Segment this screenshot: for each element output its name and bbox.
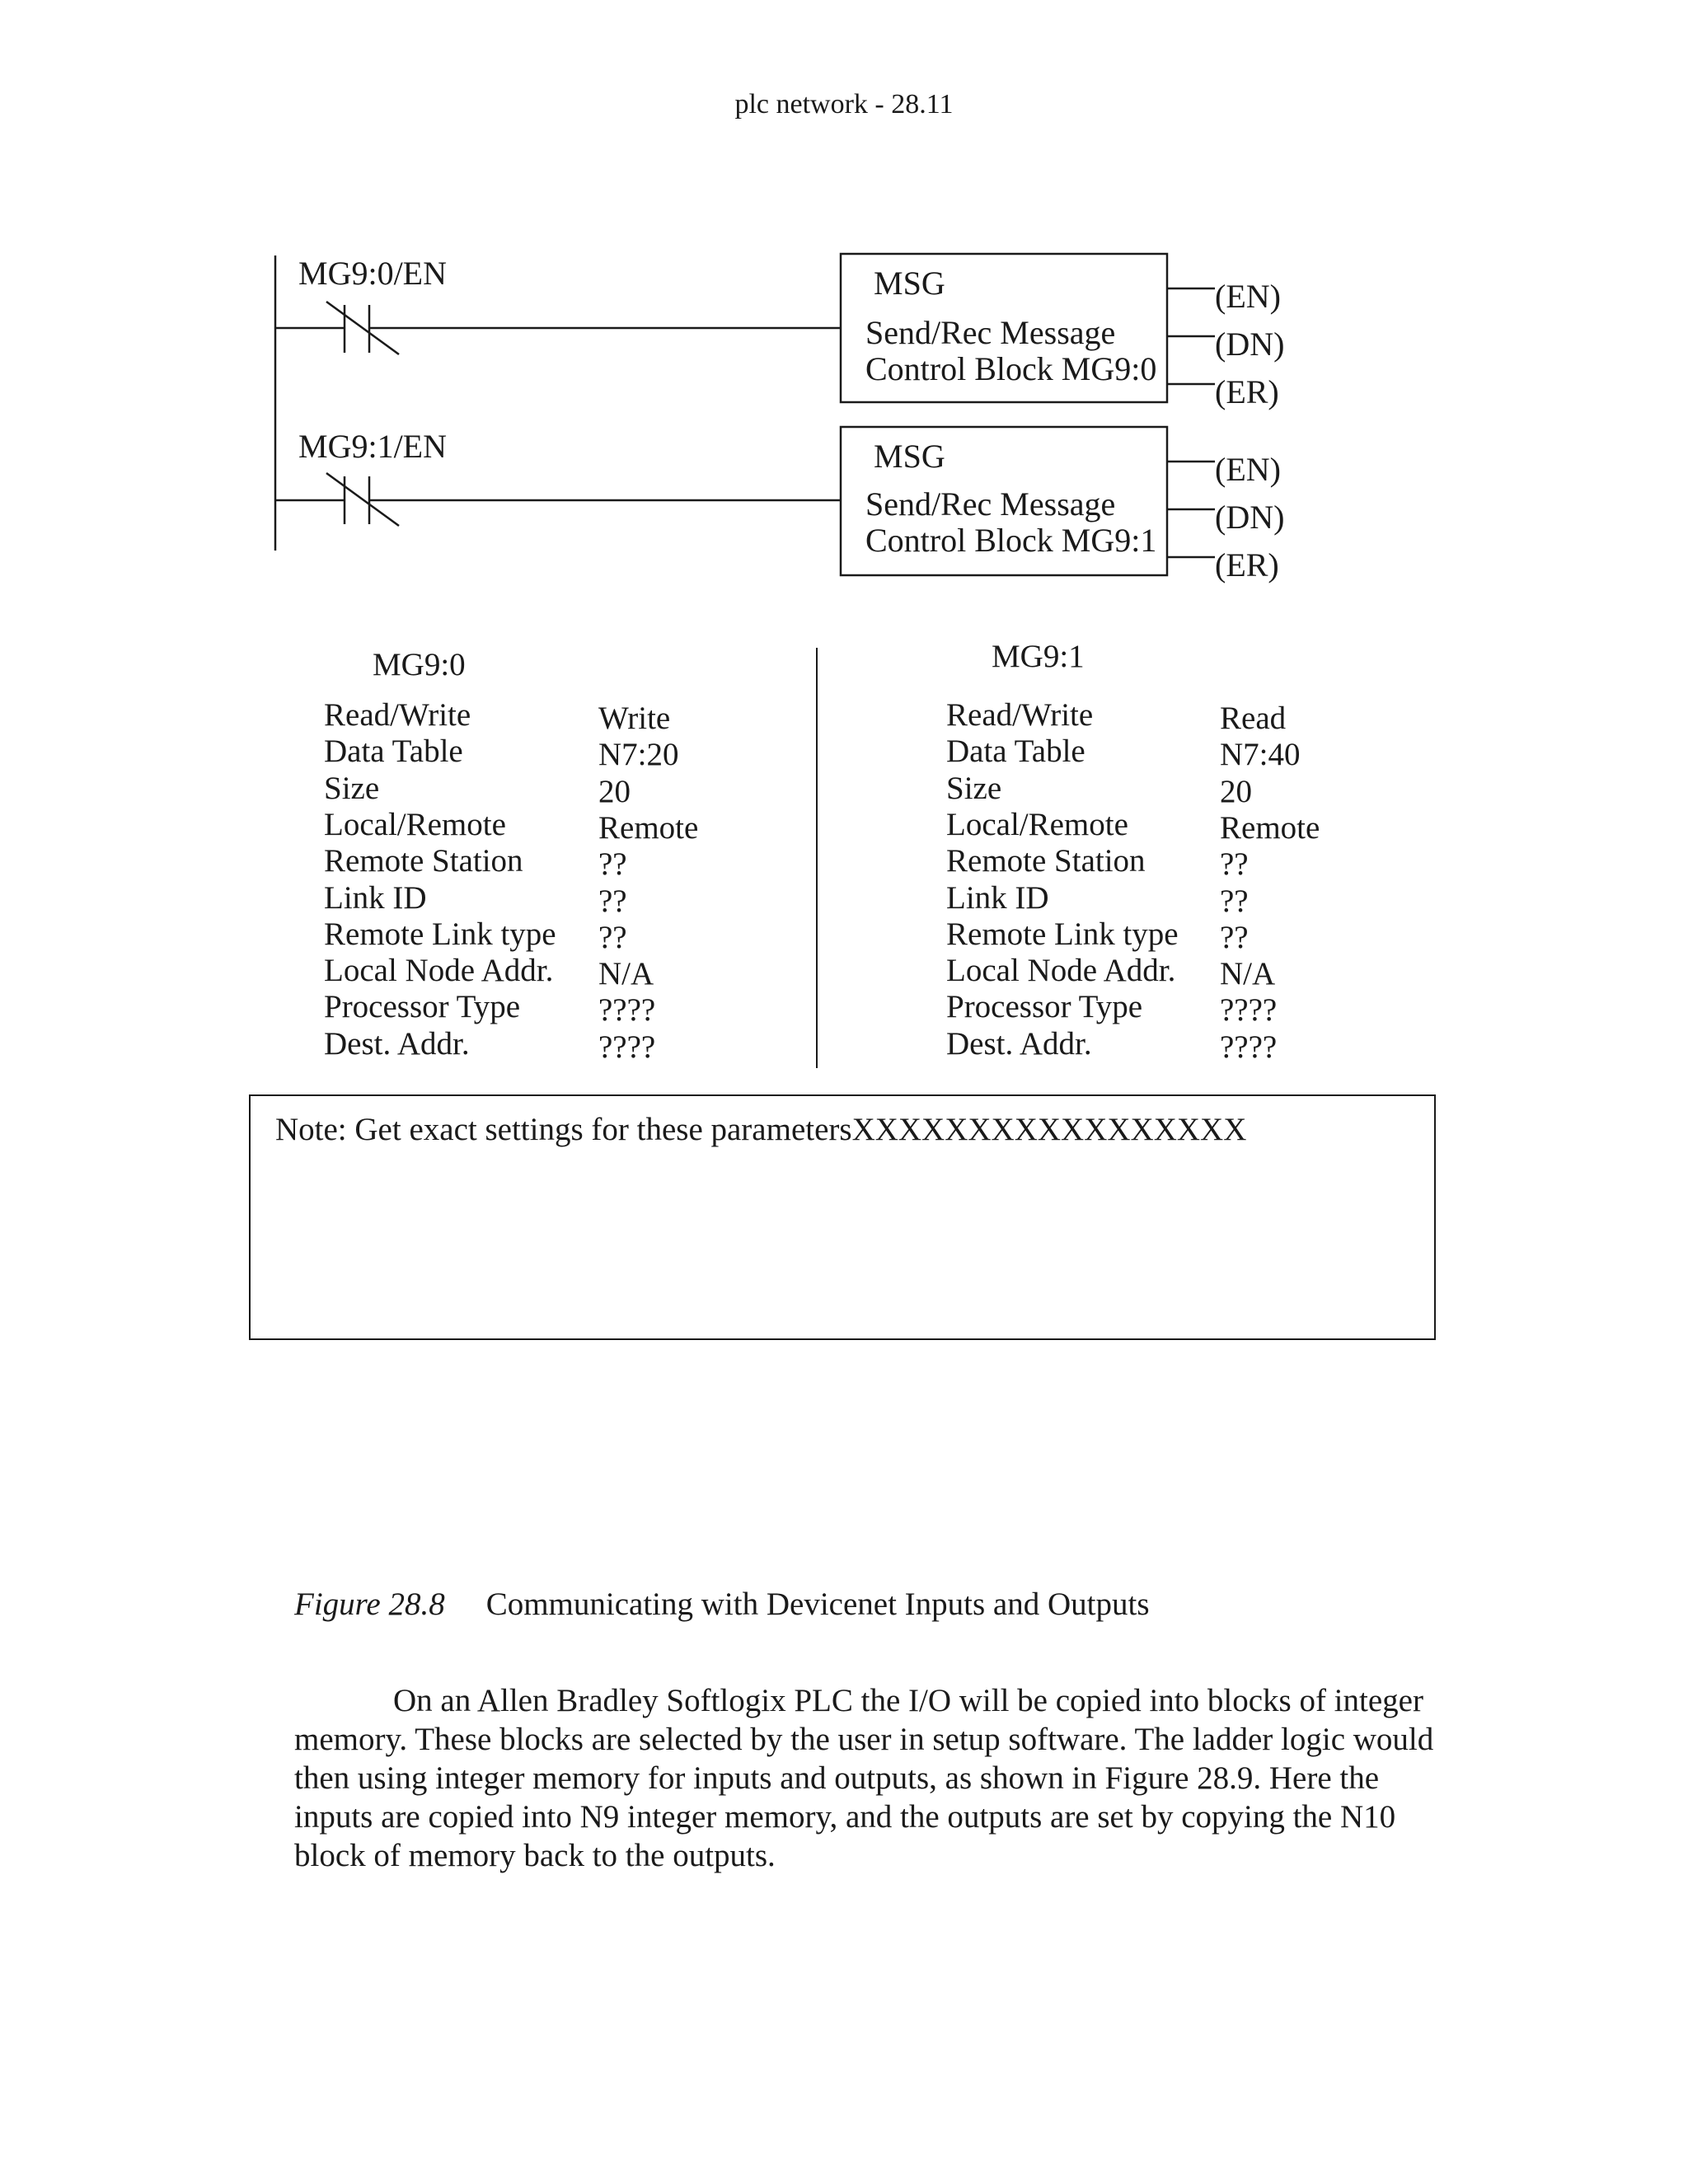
- rung-2-output-dn: (DN): [1215, 499, 1285, 536]
- param-label-right-7: Local Node Addr.: [946, 953, 1176, 988]
- rung-1-output-er: (ER): [1215, 373, 1279, 410]
- param-label-left-2: Size: [324, 771, 380, 806]
- rung-2-output-er: (ER): [1215, 546, 1279, 583]
- rung-2-block-title: MSG: [874, 438, 945, 475]
- rung-2-output-en: (EN): [1215, 451, 1281, 488]
- param-label-left-8: Processor Type: [324, 989, 521, 1024]
- note-box: [249, 1094, 1436, 1340]
- param-value-left-4: ??: [598, 846, 627, 882]
- param-value-right-5: ??: [1220, 883, 1249, 919]
- param-label-left-0: Read/Write: [324, 697, 471, 733]
- figure-title: Communicating with Devicenet Inputs and Outputs: [485, 1586, 1150, 1622]
- param-value-left-1: N7:20: [598, 737, 679, 772]
- rung-2-block-line1: Send/Rec Message: [865, 485, 1116, 523]
- param-label-left-3: Local/Remote: [324, 807, 506, 842]
- param-value-right-6: ??: [1220, 920, 1249, 955]
- params-left-title: MG9:0: [373, 647, 466, 682]
- param-value-right-7: N/A: [1220, 956, 1276, 991]
- param-value-left-3: Remote: [598, 810, 699, 846]
- param-value-right-4: ??: [1220, 846, 1249, 882]
- param-value-right-3: Remote: [1220, 810, 1320, 846]
- param-label-right-6: Remote Link type: [946, 916, 1179, 952]
- param-label-left-5: Link ID: [324, 880, 427, 916]
- body-paragraph: [294, 1681, 1465, 1875]
- rung-2-contact-label: MG9:1/EN: [298, 428, 447, 465]
- ladder-diagram: [0, 0, 1688, 593]
- param-value-right-0: Read: [1220, 701, 1287, 736]
- rung-1-block-line1: Send/Rec Message: [865, 314, 1116, 351]
- rung-1-output-en: (EN): [1215, 278, 1281, 315]
- param-label-right-0: Read/Write: [946, 697, 1094, 733]
- param-label-right-3: Local/Remote: [946, 807, 1128, 842]
- rung-1-block-line2: Control Block MG9:0: [865, 350, 1157, 387]
- param-value-left-2: 20: [598, 774, 631, 809]
- param-label-left-6: Remote Link type: [324, 916, 556, 952]
- figure-caption: [294, 1586, 1150, 1623]
- rung-1-output-dn: (DN): [1215, 326, 1285, 363]
- param-value-left-9: ????: [598, 1029, 656, 1065]
- param-label-right-5: Link ID: [946, 880, 1049, 916]
- rung-1-contact-label: MG9:0/EN: [298, 255, 447, 292]
- rung-2-block-line2: Control Block MG9:1: [865, 522, 1157, 559]
- figure-label: Figure 28.8: [294, 1586, 445, 1622]
- rung-1-block-title: MSG: [874, 265, 945, 302]
- note-text: Note: Get exact settings for these parametersXXXXXXXXXXXXXXXXX: [275, 1112, 1247, 1147]
- param-value-left-6: ??: [598, 920, 627, 955]
- param-label-left-4: Remote Station: [324, 843, 523, 879]
- param-value-right-2: 20: [1220, 774, 1252, 809]
- param-value-left-8: ????: [598, 992, 656, 1028]
- param-label-right-4: Remote Station: [946, 843, 1146, 879]
- param-label-left-9: Dest. Addr.: [324, 1026, 470, 1062]
- params-right-title: MG9:1: [992, 639, 1085, 674]
- page-header: plc network - 28.11: [734, 89, 954, 120]
- param-label-right-1: Data Table: [946, 733, 1085, 769]
- param-label-left-7: Local Node Addr.: [324, 953, 554, 988]
- body-paragraph-text: On an Allen Bradley Softlogix PLC the I/O will be copied into blocks of integer memory. These blocks are selected by the user in setup software. The ladder logic would then using integer memory for inputs and outputs, as shown in Figure 28.9. Here the inputs are copied into N9 integer memory, and the outputs are set by copying the N10 block of memory back to the outputs.: [294, 1683, 1434, 1873]
- param-value-right-8: ????: [1220, 992, 1278, 1028]
- param-value-left-7: N/A: [598, 956, 654, 991]
- param-value-left-0: Write: [598, 701, 671, 736]
- param-label-right-9: Dest. Addr.: [946, 1026, 1092, 1062]
- param-value-right-1: N7:40: [1220, 737, 1301, 772]
- params-divider: [816, 648, 818, 1068]
- param-label-right-8: Processor Type: [946, 989, 1143, 1024]
- param-value-right-9: ????: [1220, 1029, 1278, 1065]
- param-label-right-2: Size: [946, 771, 1002, 806]
- param-value-left-5: ??: [598, 883, 627, 919]
- param-label-left-1: Data Table: [324, 733, 463, 769]
